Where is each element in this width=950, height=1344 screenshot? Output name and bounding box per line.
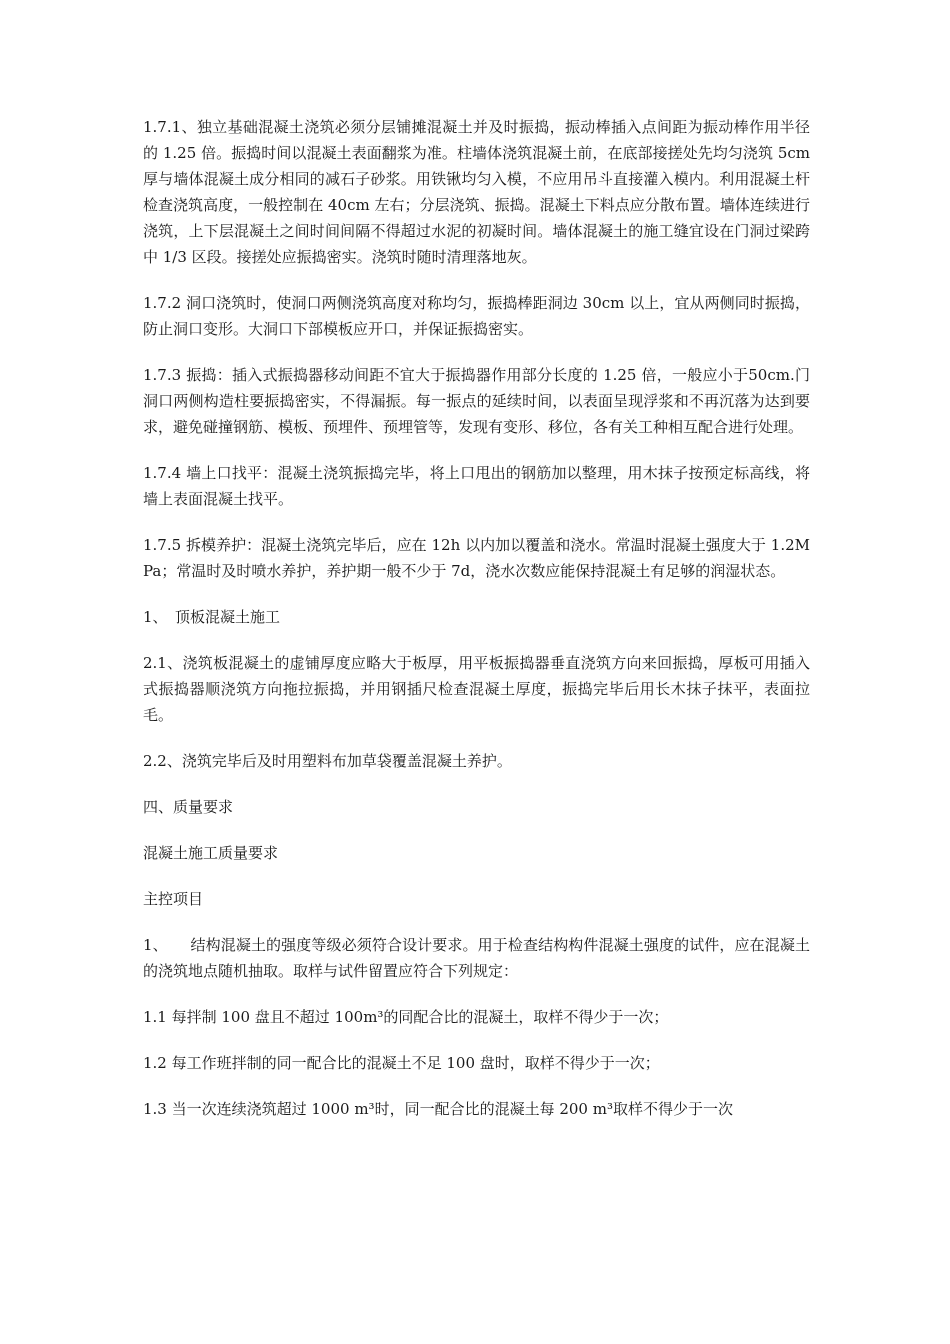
paragraph-item-1: 1、 结构混凝土的强度等级必须符合设计要求。用于检查结构构件混凝土强度的试件，应在混凝土的浇筑地点随机抽取。取样与试件留置应符合下列规定： xyxy=(143,936,810,980)
subheading-concrete-quality: 混凝土施工质量要求 xyxy=(143,844,279,862)
paragraph-1-7-4: 1.7.4 墙上口找平：混凝土浇筑振捣完毕，将上口甩出的钢筋加以整理，用木抹子按预定标高线，将墙上表面混凝土找平。 xyxy=(143,464,810,508)
paragraph-1-3: 1.3 当一次连续浇筑超过 1000 m³时，同一配合比的混凝土每 200 m³取样不得少于一次 xyxy=(143,1100,733,1118)
subheading-main-control: 主控项目 xyxy=(143,890,204,908)
section-heading-quality: 四、质量要求 xyxy=(143,798,234,816)
section-heading-roof-slab: 1、 顶板混凝土施工 xyxy=(143,608,281,626)
paragraph-1-7-1: 1.7.1、独立基础混凝土浇筑必须分层铺摊混凝土并及时振捣，振动棒插入点间距为振动棒作用半径的 1.25 倍。振捣时间以混凝土表面翻浆为准。柱墙体浇筑混凝土前，在底部接搓处先均匀浇筑 5cm 厚与墙体混凝土成分相同的减石子砂浆。用铁锹均匀入模，不应用吊斗直接灌入模内。利用混凝土杆检查浇筑高度，一般控制在 40cm 左右；分层浇筑、振捣。混凝土下料点应分散布置。墙体连续进行浇筑，上下层混凝土之间时间间隔不得超过水泥的初凝时间。墙体混凝土的施工缝宜设在门洞过梁跨中 1/3 区段。接搓处应振捣密实。浇筑时随时清理落地灰。 xyxy=(143,118,810,266)
paragraph-1-7-5: 1.7.5 拆模养护：混凝土浇筑完毕后，应在 12h 以内加以覆盖和浇水。常温时混凝土强度大于 1.2MPa；常温时及时喷水养护，养护期一般不少于 7d，浇水次数应能保持混凝土有足够的润湿状态。 xyxy=(143,536,810,580)
paragraph-1-1: 1.1 每拌制 100 盘且不超过 100m³的同配合比的混凝土，取样不得少于一次； xyxy=(143,1008,669,1026)
paragraph-2-1: 2.1、浇筑板混凝土的虚铺厚度应略大于板厚，用平板振捣器垂直浇筑方向来回振捣，厚板可用插入式振捣器顺浇筑方向拖拉振捣，并用钢插尺检查混凝土厚度，振捣完毕后用长木抹子抹平，表面拉毛。 xyxy=(143,654,810,724)
paragraph-2-2: 2.2、浇筑完毕后及时用塑料布加草袋覆盖混凝土养护。 xyxy=(143,752,512,770)
paragraph-1-2: 1.2 每工作班拌制的同一配合比的混凝土不足 100 盘时，取样不得少于一次； xyxy=(143,1054,660,1072)
paragraph-1-7-2: 1.7.2 洞口浇筑时，使洞口两侧浇筑高度对称均匀，振捣棒距洞边 30cm 以上，宜从两侧同时振捣，防止洞口变形。大洞口下部模板应开口，并保证振捣密实。 xyxy=(143,294,810,338)
paragraph-1-7-3: 1.7.3 振捣：插入式振捣器移动间距不宜大于振捣器作用部分长度的 1.25 倍，一般应小于50cm.门洞口两侧构造柱要振捣密实，不得漏振。每一振点的延续时间，以表面呈现浮浆和不再沉落为达到要求，避免碰撞钢筋、模板、预埋件、预埋管等，发现有变形、移位，各有关工种相互配合进行处理。 xyxy=(143,366,810,436)
document-body xyxy=(143,114,810,1142)
